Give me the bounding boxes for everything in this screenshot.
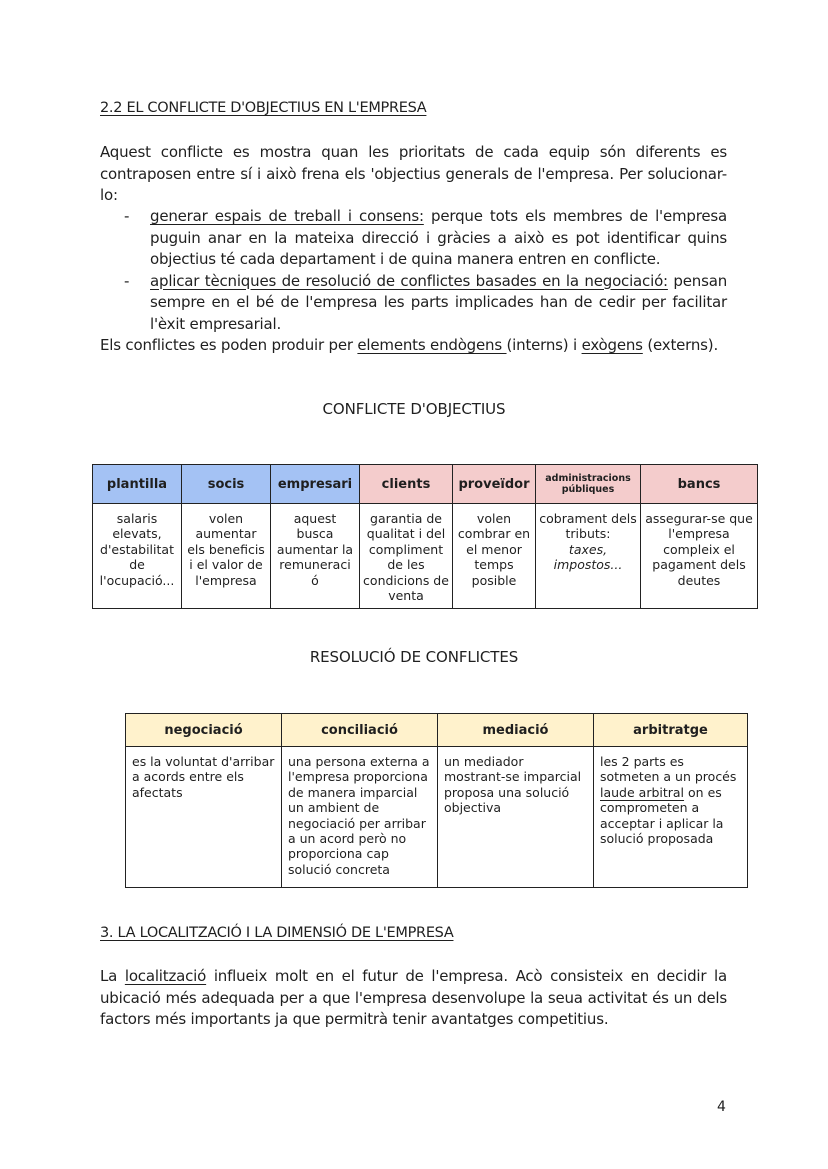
cell-socis: volen aumentar els beneficis i el valor de l'empresa bbox=[182, 504, 271, 609]
table-caption-resolucio: RESOLUCIÓ DE CONFLICTES bbox=[309, 648, 519, 666]
header-mediacio: mediació bbox=[438, 714, 594, 747]
cell-text: les 2 parts es sotmeten a un procés bbox=[600, 754, 737, 785]
cell-text: on es comprometen a acceptar i aplicar la solució proposada bbox=[600, 784, 724, 847]
header-plantilla: plantilla bbox=[93, 465, 182, 504]
laude-arbitral-term: laude arbitral bbox=[600, 784, 685, 800]
table-caption-conflicte: CONFLICTE D'OBJECTIUS bbox=[322, 400, 506, 418]
bullet-list bbox=[124, 206, 728, 335]
header-negociacio: negociació bbox=[126, 714, 282, 747]
cell-bancs: assegurar-se que l'empresa compleix el pagament dels deutes bbox=[641, 504, 758, 609]
closing-text: (externs). bbox=[642, 336, 719, 354]
bullet-item bbox=[124, 271, 728, 336]
section-2-2-closing bbox=[100, 335, 727, 357]
table-header-row bbox=[126, 714, 748, 747]
conflicte-objectius-table bbox=[92, 464, 758, 609]
header-arbitratge: arbitratge bbox=[594, 714, 748, 747]
paragraph-text: influeix molt en el futur de l'empresa. Acò consisteix en decidir la ubicació més adequada per a que l'empresa desenvolupe la seua activitat és un dels factors més importants ja que permitrà tenir avantatges competitius. bbox=[100, 967, 728, 1028]
table-header-row bbox=[93, 465, 758, 504]
section-heading-2-2: 2.2 EL CONFLICTE D'OBJECTIUS EN L'EMPRESA bbox=[100, 100, 427, 116]
bullet-lead: aplicar tècniques de resolució de conflictes basades en la negociació: bbox=[150, 271, 668, 290]
bullet-marker: - bbox=[124, 271, 130, 290]
section-2-2-intro: Aquest conflicte es mostra quan les prioritats de cada equip són diferents es contraposen entre sí i això frena els 'objectius generals de l'empresa. Per solucionar-lo: bbox=[100, 143, 727, 204]
cell-negociacio: es la voluntat d'arribar a acords entre els afectats bbox=[126, 747, 282, 888]
localitzacio-term: localització bbox=[124, 967, 207, 985]
section-heading-3: 3. LA LOCALITZACIÓ I LA DIMENSIÓ DE L'EMPRESA bbox=[100, 925, 454, 941]
bullet-lead: generar espais de treball i consens: bbox=[150, 207, 424, 225]
header-administracions: administracions públiques bbox=[536, 465, 641, 504]
cell-italic-text: taxes, impostos... bbox=[553, 541, 623, 573]
exogens-term: exògens bbox=[581, 336, 643, 354]
bullet-text: pensan sempre en el bé de l'empresa les parts implicades han de cedir per facilitar l'èxit empresarial. bbox=[150, 271, 728, 333]
endogens-term: elements endògens bbox=[357, 336, 507, 354]
header-empresari: empresari bbox=[271, 465, 360, 504]
cell-conciliacio: una persona externa a l'empresa proporciona de manera imparcial un ambient de negociació per arribar a un acord però no proporciona cap solució concreta bbox=[282, 747, 438, 888]
table-row bbox=[126, 747, 748, 888]
header-clients: clients bbox=[360, 465, 453, 504]
cell-text: cobrament dels tributs: bbox=[539, 511, 637, 542]
cell-mediacio: un mediador mostrant-se imparcial proposa una solució objectiva bbox=[438, 747, 594, 888]
bullet-text: perque tots els membres de l'empresa puguin anar en la mateixa direcció i gràcies a això es pot identificar quins objectius té cada departament i de quina manera entren en conflicte. bbox=[150, 207, 728, 268]
cell-clients: garantia de qualitat i del compliment de les condicions de venta bbox=[360, 504, 453, 609]
cell-empresari: aquest busca aumentar la remuneraci ó bbox=[271, 504, 360, 609]
table-row bbox=[93, 504, 758, 609]
closing-text: (interns) i bbox=[506, 336, 582, 354]
cell-administracions bbox=[536, 504, 641, 609]
cell-plantilla: salaris elevats, d'estabilitat de l'ocupació... bbox=[93, 504, 182, 609]
bullet-item bbox=[124, 206, 728, 271]
bullet-marker: - bbox=[124, 207, 130, 225]
header-proveidor: proveïdor bbox=[453, 465, 536, 504]
resolucio-conflictes-table bbox=[125, 713, 748, 888]
header-conciliacio: conciliació bbox=[282, 714, 438, 747]
cell-proveidor: volen combrar en el menor temps posible bbox=[453, 504, 536, 609]
closing-text: Els conflictes es poden produir per bbox=[100, 336, 358, 354]
header-bancs: bancs bbox=[641, 465, 758, 504]
header-socis: socis bbox=[182, 465, 271, 504]
section-3-paragraph bbox=[100, 966, 727, 1031]
paragraph-text: La bbox=[100, 967, 125, 985]
page-number: 4 bbox=[717, 1099, 726, 1115]
cell-arbitratge bbox=[594, 747, 748, 888]
